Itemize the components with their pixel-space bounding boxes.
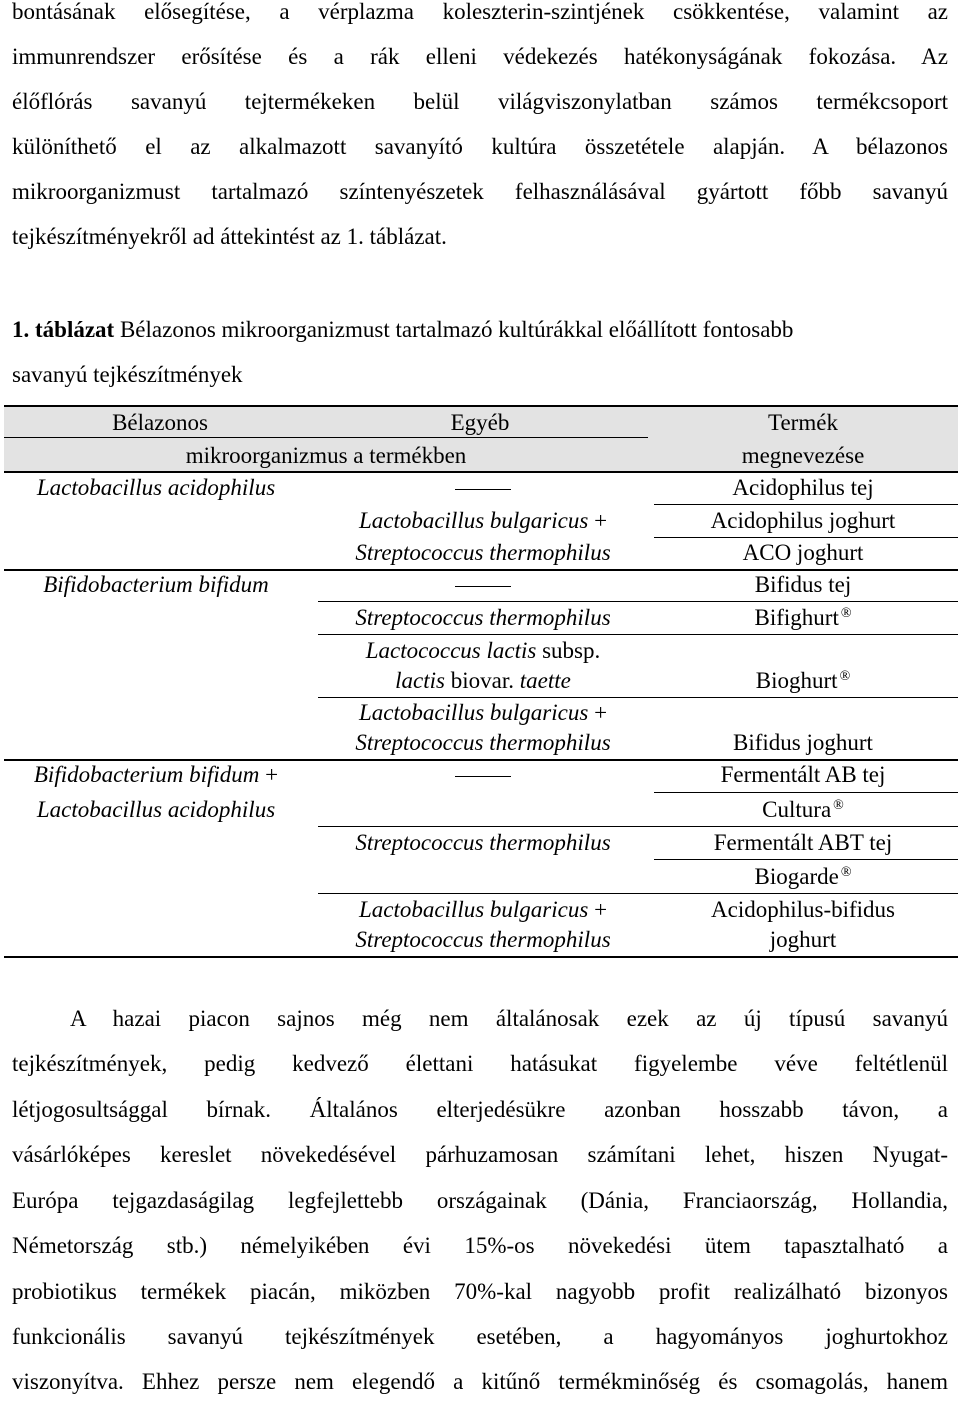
row2-other-line2: Streptococcus thermophilus	[355, 540, 611, 565]
row1-none-dash	[318, 472, 648, 503]
row5-other-line2: lactis biovar. taette	[395, 668, 571, 693]
paragraph-1-line-4: különíthető el az alkalmazott savanyító kultúra összetétele alapján. A bélazonos	[12, 134, 948, 159]
row6-product: Bifidus joghurt	[733, 730, 873, 755]
paragraph-1-line-2: immunrendszer erősítése és a rák elleni védekezés hatékonyságának fokozása. Az	[12, 44, 948, 69]
row9-other-line1: Lactobacillus bulgaricus +	[358, 897, 608, 922]
header-col1: Bélazonos	[112, 410, 208, 435]
table-caption	[12, 315, 952, 345]
row1-product: Acidophilus tej	[732, 475, 874, 500]
row2-product-a: Acidophilus joghurt	[710, 508, 896, 533]
table-caption-text: Bélazonos mikroorganizmust tartalmazó kultúrákkal előállított fontosabb	[114, 317, 794, 342]
row6-other-line1: Lactobacillus bulgaricus +	[358, 700, 608, 725]
row4-other: Streptococcus thermophilus	[355, 605, 611, 630]
row7-product-b: Cultura ®	[762, 797, 844, 822]
paragraph-2-line-1: A hazai piacon sajnos még nem általánosak ezek az új típusú savanyú	[70, 1006, 948, 1031]
row7-product-a: Fermentált AB tej	[720, 762, 886, 787]
table-caption-line-2: savanyú tejkészítmények	[12, 362, 243, 387]
row8-other: Streptococcus thermophilus	[355, 830, 611, 855]
header-col3-line2: megnevezése	[741, 443, 865, 468]
row8-product-rule	[654, 859, 958, 860]
row8-product-b: Biogarde ®	[754, 864, 852, 889]
row6-other-line2: Streptococcus thermophilus	[355, 730, 611, 755]
row2-product-b: ACO joghurt	[742, 540, 864, 565]
paragraph-2-line-3: létjogosultsággal bírnak. Általános elterjedésükre azonban hosszabb távon, a	[12, 1097, 948, 1122]
paragraph-1-line-3: élőflórás savanyú tejtermékeken belül világviszonylatban számos termékcsoport	[12, 89, 948, 114]
header-col12-line2: mikroorganizmus a termékben	[185, 443, 467, 468]
row3-product: Bifidus tej	[754, 572, 852, 597]
header-col2: Egyéb	[450, 410, 510, 435]
row9-other-line2: Streptococcus thermophilus	[355, 927, 611, 952]
row5-other-line1: Lactococcus lactis subsp.	[365, 638, 601, 663]
row9-product-line1: Acidophilus-bifidus	[711, 897, 895, 922]
row5-product: Bioghurt ®	[755, 668, 851, 693]
paragraph-2-line-9: viszonyítva. Ehhez persze nem elegendő a kitűnő termékminőség és csomagolás, hanem	[12, 1369, 948, 1394]
paragraph-2-line-4: vásárlóképes kereslet növekedésével párhuzamosan számítani lehet, hiszen Nyugat-	[12, 1142, 948, 1167]
paragraph-2-line-5: Európa tejgazdaságilag legfejlettebb országainak (Dánia, Franciaország, Hollandia,	[12, 1188, 948, 1213]
paragraph-2-line-2: tejkészítmények, pedig kedvező élettani hatásukat figyelembe véve feltétlenül	[12, 1051, 948, 1076]
row1-organism: Lactobacillus acidophilus	[36, 475, 276, 500]
row4-product: Bifighurt ®	[754, 605, 852, 630]
row7-organism-line2: Lactobacillus acidophilus	[36, 797, 276, 822]
row3-none-dash	[318, 569, 648, 600]
paragraph-1-line-6: tejkészítményekről ad áttekintést az 1. táblázat.	[12, 224, 447, 249]
paragraph-1-line-5: mikroorganizmust tartalmazó színtenyészetek felhasználásával gyártott főbb savanyú	[12, 179, 948, 204]
row7-product-rule	[654, 792, 958, 793]
table-bottom-rule	[4, 956, 958, 958]
row8-product-a: Fermentált ABT tej	[713, 830, 893, 855]
paragraph-2-line-6: Németország stb.) némelyikében évi 15%-os növekedési ütem tapasztalható a	[12, 1233, 948, 1258]
row7-organism-line1: Bifidobacterium bifidum +	[33, 762, 279, 787]
paragraph-2-line-8: funkcionális savanyú tejkészítmények esetében, a hagyományos joghurtokhoz	[12, 1324, 948, 1349]
row3-organism: Bifidobacterium bifidum	[43, 572, 269, 597]
row7-none-dash	[318, 759, 648, 790]
table-caption-label: 1. táblázat	[12, 317, 115, 342]
row2-other-line1: Lactobacillus bulgaricus +	[358, 508, 608, 533]
row9-product-line2: joghurt	[769, 927, 837, 952]
paragraph-1-line-1: bontásának elősegítése, a vérplazma koleszterin-szintjének csökkentése, valamint az	[12, 0, 948, 24]
paragraph-2-line-7: probiotikus termékek piacán, miközben 70%-kal nagyobb profit realizálható bizonyos	[12, 1279, 948, 1304]
header-col3-line1: Termék	[768, 410, 838, 435]
